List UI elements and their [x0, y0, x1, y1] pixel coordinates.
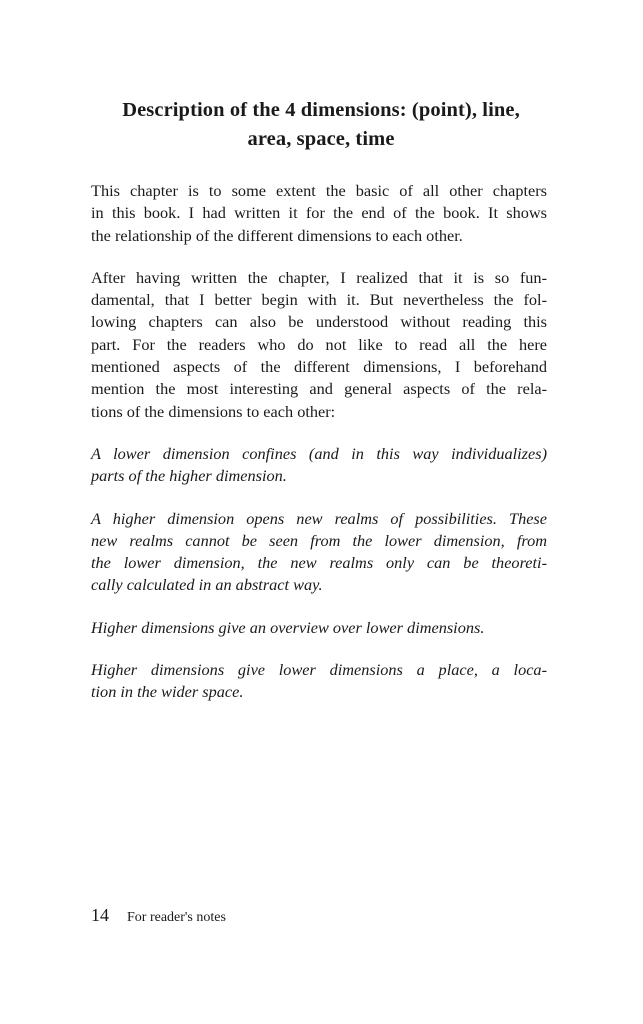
page-number: 14 [91, 905, 109, 925]
text-line: lowing chapters can also be understood without reading this [91, 312, 547, 332]
text-line: in this book. I had written it for the end of the book. It shows [91, 203, 547, 223]
chapter-body [91, 180, 547, 724]
text-line: tion in the wider space. [91, 682, 244, 702]
footer-label: For reader's notes [127, 910, 226, 925]
text-line: mention the most interesting and general aspects of the rela- [91, 379, 547, 399]
text-line: the lower dimension, the new realms only can be theoreti- [91, 553, 547, 573]
text-line: A lower dimension confines (and in this way individualizes) [91, 443, 547, 463]
text-line: Higher dimensions give lower dimensions a place, a loca- [91, 660, 547, 680]
text-line: the relationship of the different dimensions to each other. [91, 225, 463, 245]
text-line: damental, that I better begin with it. But nevertheless the fol- [91, 290, 547, 310]
text-line: Higher dimensions give an overview over lower dimensions. [91, 617, 485, 637]
text-line: A higher dimension opens new realms of possibilities. These [91, 508, 547, 528]
text-line: parts of the higher dimension. [91, 466, 287, 486]
text-line: new realms cannot be seen from the lower dimension, from [91, 530, 547, 550]
chapter-heading [84, 96, 558, 154]
text-line: mentioned aspects of the different dimensions, I beforehand [91, 357, 547, 377]
aspect-paragraph-overview [91, 617, 547, 639]
chapter-heading-line-2: area, space, time [247, 128, 395, 150]
context-paragraph [91, 267, 547, 423]
aspect-paragraph-realms [91, 508, 547, 597]
text-line: cally calculated in an abstract way. [91, 575, 323, 595]
text-line: part. For the readers who do not like to read all the here [91, 334, 547, 354]
text-line: After having written the chapter, I realized that it is so fun- [91, 267, 547, 287]
aspect-paragraph-location [91, 659, 547, 704]
text-line: This chapter is to some extent the basic of all other chapters [91, 181, 547, 200]
chapter-heading-line-1: Description of the 4 dimensions: (point), line, [122, 99, 520, 121]
aspect-paragraph-confines [91, 443, 547, 488]
page-footer [91, 905, 226, 928]
intro-paragraph [91, 180, 547, 247]
text-line: tions of the dimensions to each other: [91, 401, 336, 421]
